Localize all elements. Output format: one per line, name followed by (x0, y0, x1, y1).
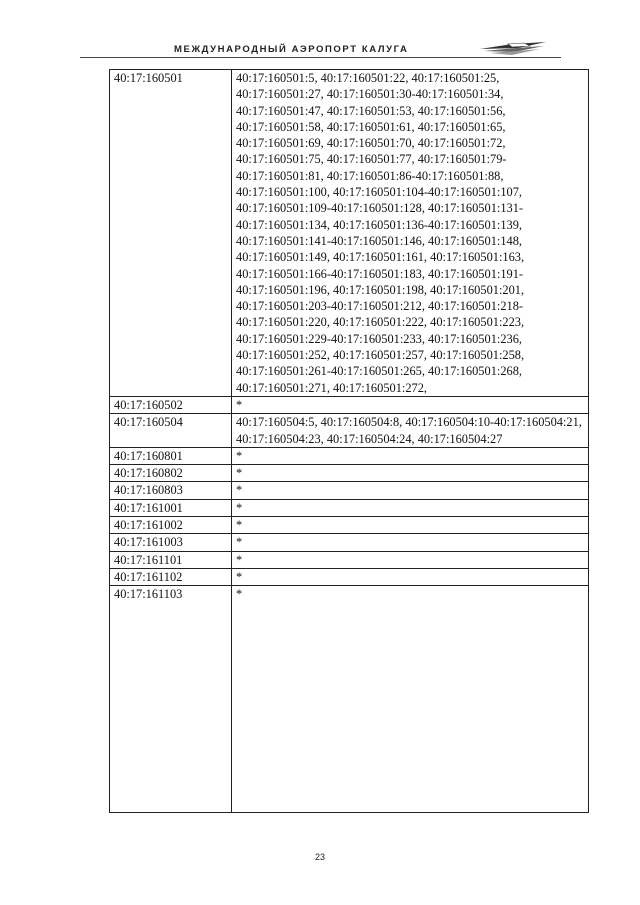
page-number: 23 (314, 852, 325, 862)
parcel-numbers-cell: * (232, 551, 589, 568)
cadastral-block-cell: 40:17:160504 (110, 414, 232, 448)
header-title: МЕЖДУНАРОДНЫЙ АЭРОПОРТ КАЛУГА (174, 44, 409, 55)
cadastral-block-cell: 40:17:161003 (110, 534, 232, 551)
page-header (170, 40, 550, 62)
parcel-numbers-cell: * (232, 534, 589, 551)
airport-logo (478, 40, 548, 58)
cadastral-block-cell: 40:17:161002 (110, 517, 232, 534)
cadastral-block-cell: 40:17:161103 (110, 586, 232, 813)
parcel-numbers-cell: 40:17:160501:5, 40:17:160501:22, 40:17:160501:25, 40:17:160501:27, 40:17:160501:30-40:17:160501:34, 40:17:160501:47, 40:17:160501:53, 40:17:160501:56, 40:17:160501:58, 40:17:160501:61, 40:17:160501:65, 40:17:160501:69, 40:17:160501:70, 40:17:160501:72, 40:17:160501:75, 40:17:160501:77, 40:17:160501:79-40:17:160501:81, 40:17:160501:86-40:17:160501:88, 40:17:160501:100, 40:17:160501:104-40:17:160501:107, 40:17:160501:109-40:17:160501:128, 40:17:160501:131-40:17:160501:134, 40:17:160501:136-40:17:160501:139, 40:17:160501:141-40:17:160501:146, 40:17:160501:148, 40:17:160501:149, 40:17:160501:161, 40:17:160501:163, 40:17:160501:166-40:17:160501:183, 40:17:160501:191-40:17:160501:196, 40:17:160501:198, 40:17:160501:201, 40:17:160501:203-40:17:160501:212, 40:17:160501:218-40:17:160501:220, 40:17:160501:222, 40:17:160501:223, 40:17:160501:229-40:17:160501:233, 40:17:160501:236, 40:17:160501:252, 40:17:160501:257, 40:17:160501:258, 40:17:160501:261-40:17:160501:265, 40:17:160501:268, 40:17:160501:271, 40:17:160501:272, (232, 70, 589, 397)
parcel-numbers-cell: * (232, 568, 589, 585)
cadastral-block-cell: 40:17:161101 (110, 551, 232, 568)
table-row (110, 551, 589, 568)
table-row (110, 482, 589, 499)
cadastral-block-cell: 40:17:160501 (110, 70, 232, 397)
parcel-numbers-cell: * (232, 499, 589, 516)
cadastral-block-cell: 40:17:161102 (110, 568, 232, 585)
cadastral-block-cell: 40:17:160802 (110, 465, 232, 482)
table-row (110, 414, 589, 448)
table-row (110, 396, 589, 413)
parcel-numbers-cell: * (232, 517, 589, 534)
table-row (110, 499, 589, 516)
table-row (110, 586, 589, 813)
header-divider (80, 57, 561, 58)
table-body (110, 70, 589, 813)
table-row (110, 70, 589, 397)
cadastral-table (109, 69, 589, 813)
parcel-numbers-cell: * (232, 586, 589, 813)
parcel-numbers-cell: 40:17:160504:5, 40:17:160504:8, 40:17:160504:10-40:17:160504:21, 40:17:160504:23, 40:17:160504:24, 40:17:160504:27 (232, 414, 589, 448)
parcel-numbers-cell: * (232, 447, 589, 464)
parcel-numbers-cell: * (232, 396, 589, 413)
table-row (110, 568, 589, 585)
parcel-numbers-cell: * (232, 465, 589, 482)
cadastral-block-cell: 40:17:160502 (110, 396, 232, 413)
cadastral-block-cell: 40:17:161001 (110, 499, 232, 516)
parcel-numbers-cell: * (232, 482, 589, 499)
cadastral-block-cell: 40:17:160801 (110, 447, 232, 464)
table-row (110, 534, 589, 551)
table-row (110, 517, 589, 534)
cadastral-block-cell: 40:17:160803 (110, 482, 232, 499)
table-row (110, 465, 589, 482)
table-row (110, 447, 589, 464)
